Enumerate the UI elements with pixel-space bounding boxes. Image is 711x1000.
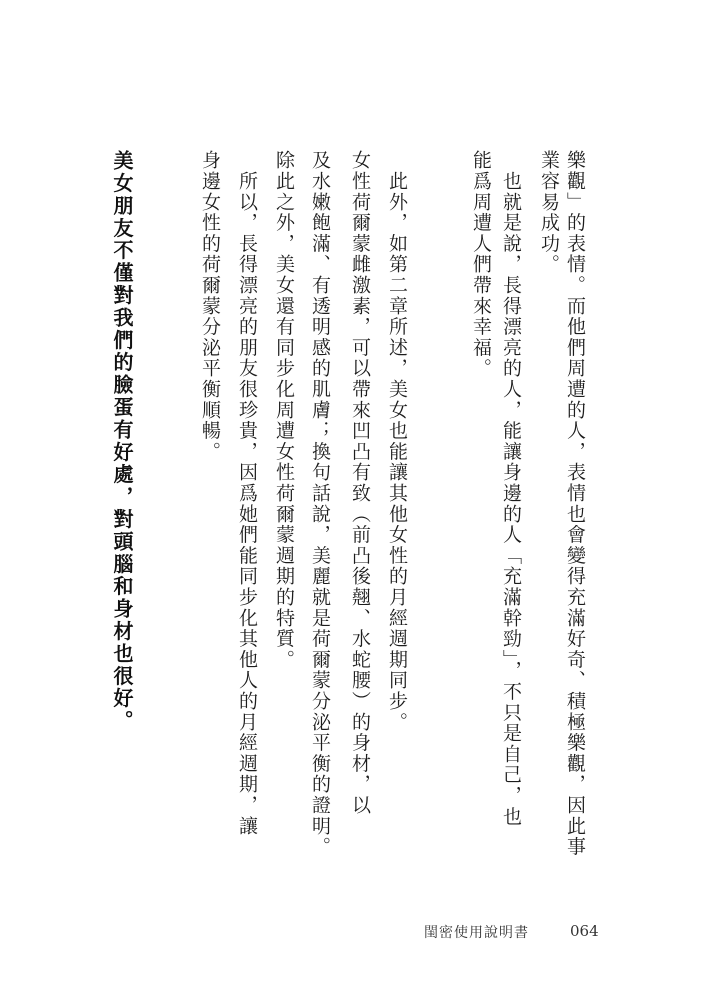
text-column-4: 能爲周遭人們帶來幸福。 — [470, 150, 492, 379]
text-column-9: 除此之外，美女還有同步化周遭女性荷爾蒙週期的特質。 — [273, 150, 295, 670]
text-column-1: 樂觀」的表情。而他們周遭的人，表情也會變得充滿好奇、積極樂觀，因此事 — [564, 150, 586, 858]
text-column-7: 女性荷爾蒙雌激素，可以帶來凹凸有致（前凸後翹、水蛇腰）的身材，以 — [349, 150, 371, 816]
text-column-8: 及水嫩飽滿、有透明感的肌膚；換句話說，美麗就是荷爾蒙分泌平衡的證明。 — [309, 150, 331, 858]
text-column-2: 業容易成功。 — [538, 150, 560, 275]
page-number: 064 — [570, 922, 599, 940]
running-footer-title: 閨密使用說明書 — [424, 925, 529, 941]
text-column-6: 此外，如第二章所述，美女也能讓其他女性的月經週期同步。 — [386, 150, 408, 733]
text-column-3: 也就是說，長得漂亮的人，能讓身邊的人「充滿幹勁」，不只是自己，也 — [500, 150, 522, 827]
text-column-11: 身邊女性的荷爾蒙分泌平衡順暢。 — [199, 150, 221, 462]
text-column-10: 所以，長得漂亮的朋友很珍貴，因爲她們能同步化其他人的月經週期，讓 — [236, 150, 258, 837]
highlight-headline: 美女朋友不僅對我們的臉蛋有好處，對頭腦和身材也很好。 — [110, 150, 134, 733]
